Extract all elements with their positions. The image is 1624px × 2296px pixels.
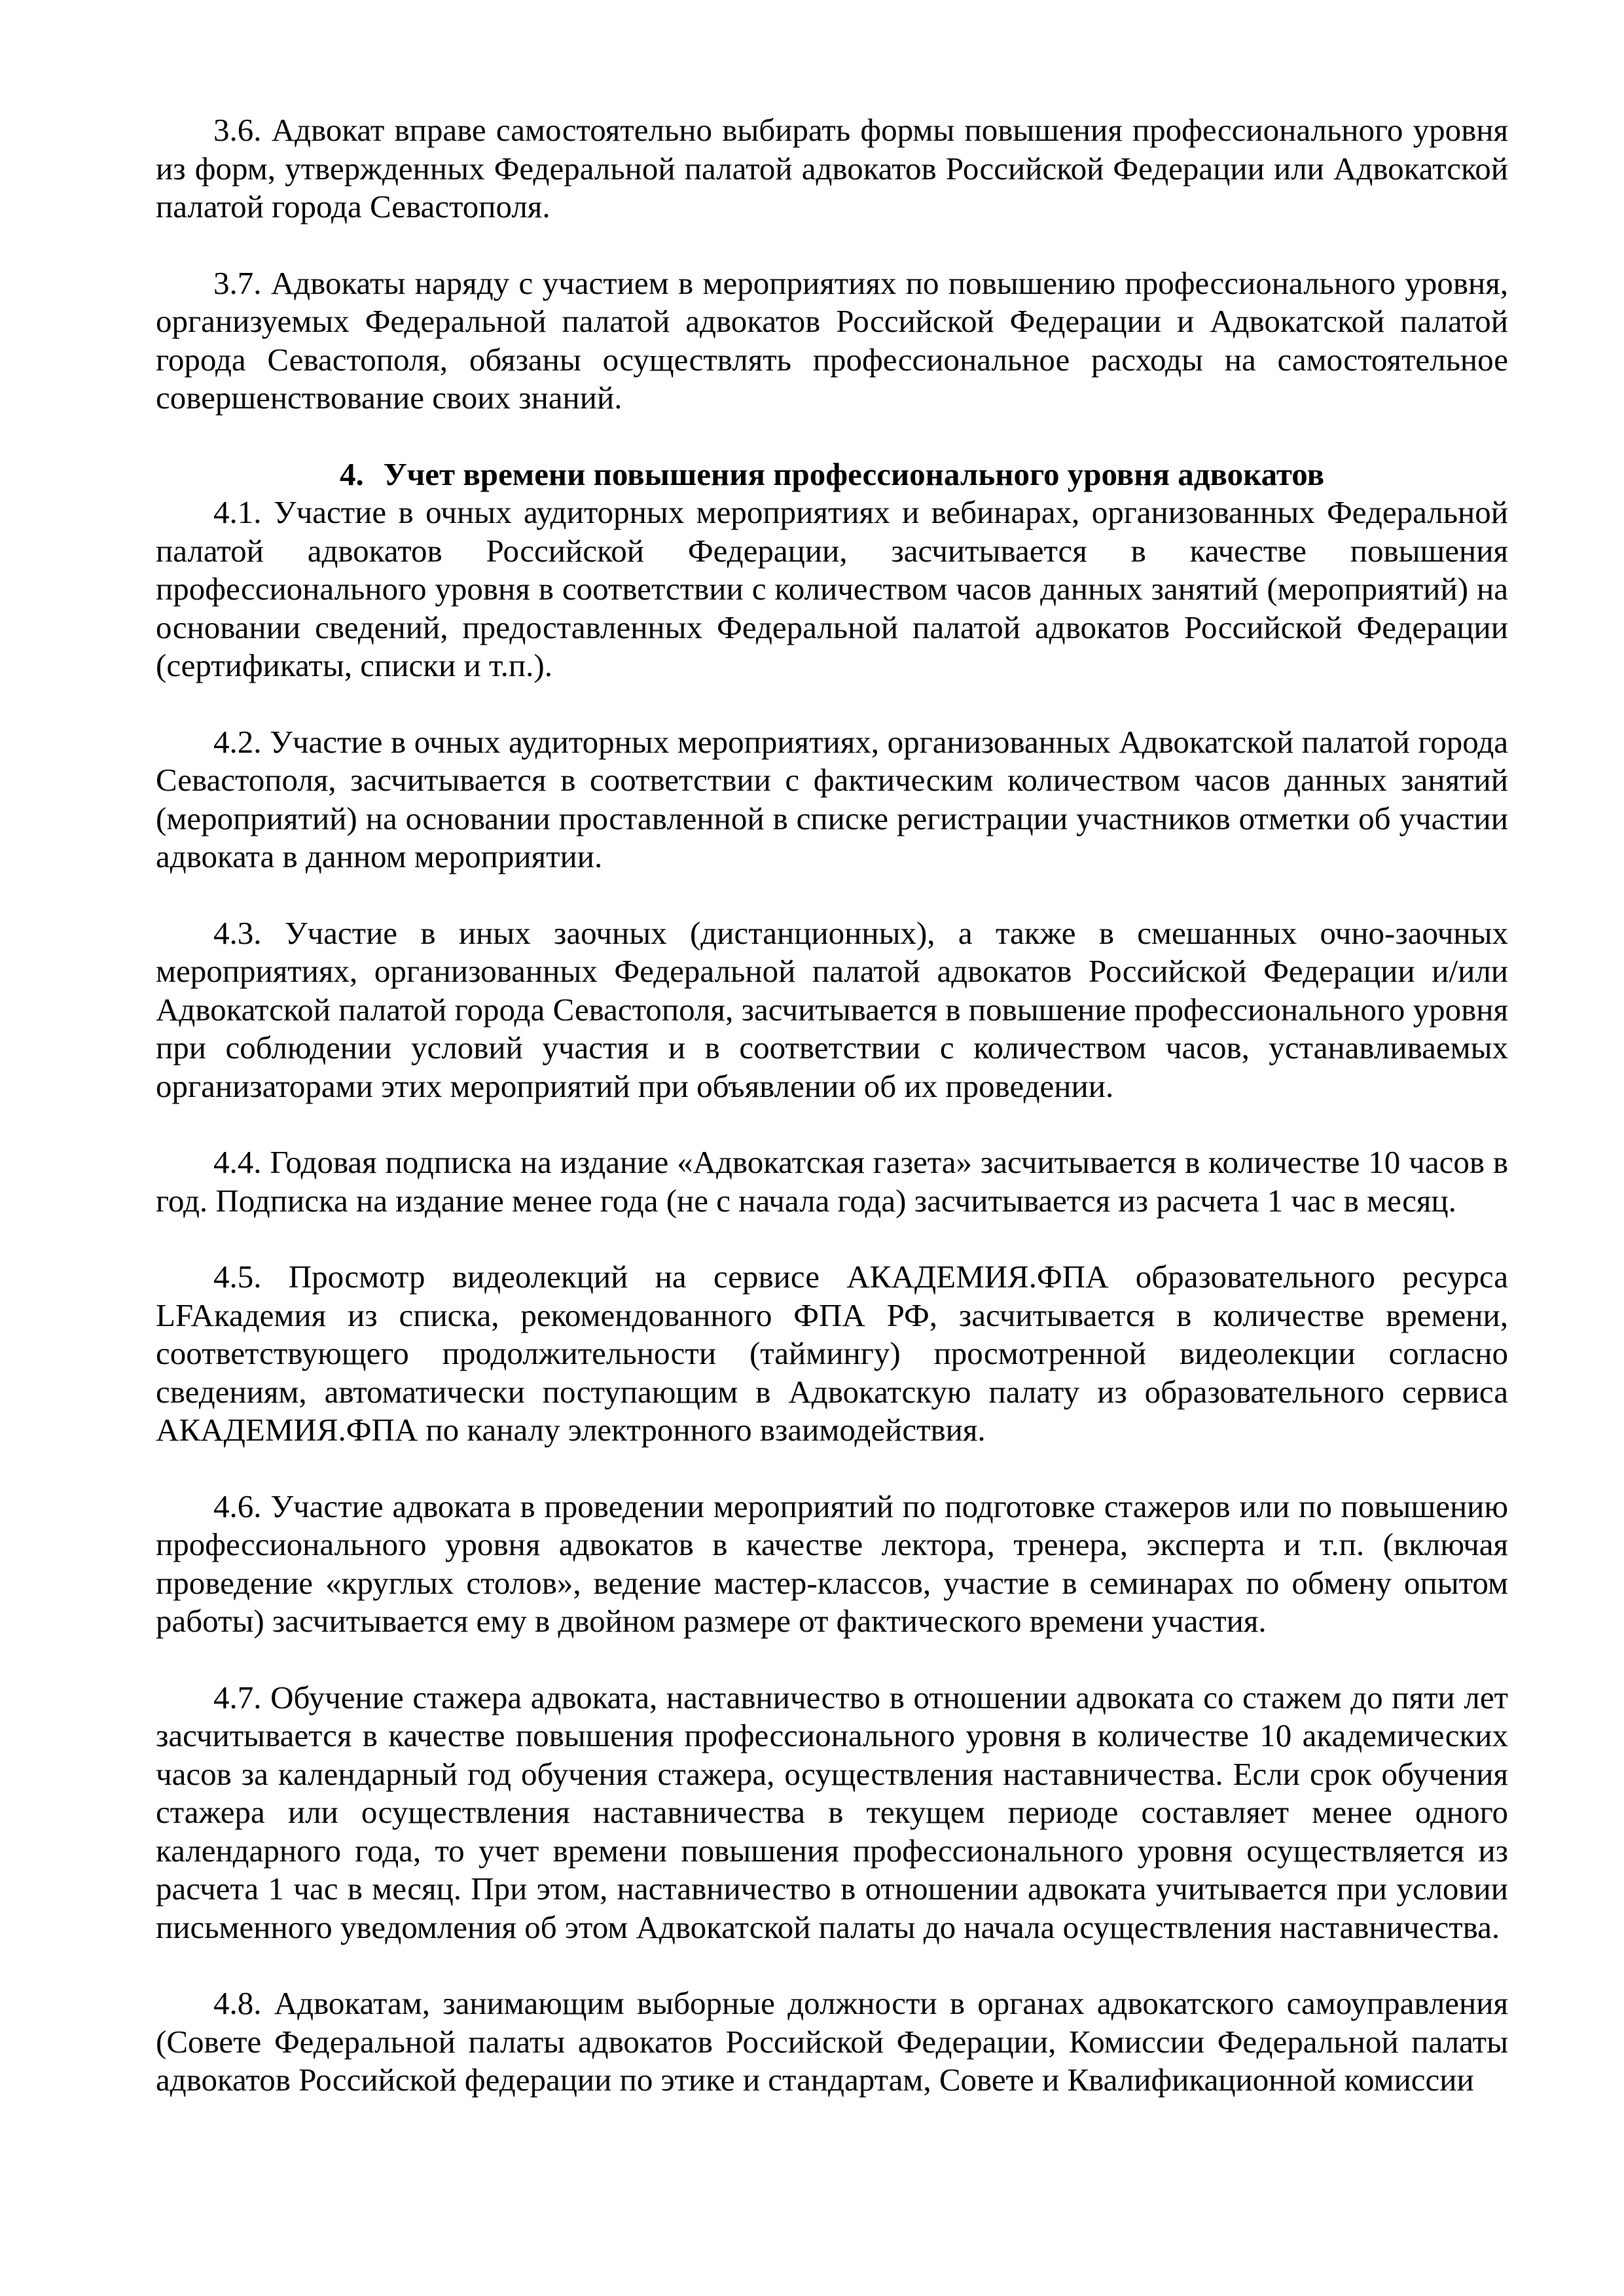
paragraph-number: 3.6. (213, 112, 262, 148)
paragraph-text: Адвокаты наряду с участием в мероприятиях по повышению профессионального уровня, организуемых Федеральной палатой адвокатов Российской Федерации и Адвокатской палатой города Севастополя, обязаны осуществлять профессиональное расходы на самостоятельное совершенствование своих знаний. (156, 264, 1508, 416)
paragraph-4-3 (156, 914, 1508, 1106)
paragraph-4-4 (156, 1143, 1508, 1220)
paragraph-number: 4.5. (213, 1259, 262, 1295)
document-page (156, 111, 1508, 2100)
paragraph-number: 4.6. (213, 1488, 262, 1524)
paragraph-4-2 (156, 723, 1508, 876)
paragraph-number: 4.8. (213, 1985, 262, 2021)
paragraph-number: 3.7. (213, 264, 262, 301)
paragraph-text: Участие в очных аудиторных мероприятиях и вебинарах, организованных Федеральной палатой адвокатов Российской Федерации, засчитывается в качестве повышения профессионального уровня в соответствии с количеством часов данных занятий (мероприятий) на основании сведений, предоставленных Федеральной палатой адвокатов Российской Федерации (сертификаты, списки и т.п.). (156, 494, 1508, 683)
paragraph-text: Годовая подписка на издание «Адвокатская газета» засчитывается в количестве 10 часов в год. Подписка на издание менее года (не с начала года) засчитывается из расчета 1 час в месяц. (156, 1144, 1509, 1219)
section-title (156, 456, 1508, 494)
paragraph-4-1 (156, 493, 1508, 685)
paragraph-number: 4.1. (213, 494, 262, 530)
paragraph-3-7 (156, 264, 1508, 418)
paragraph-text: Адвокатам, занимающим выборные должности в органах адвокатского самоуправления (Совете Федеральной палаты адвокатов Российской Федерации, Комиссии Федеральной палаты адвокатов Российской федерации по этике и стандартам, Совете и Квалификационной комиссии (156, 1985, 1509, 2098)
paragraph-text: Адвокат вправе самостоятельно выбирать формы повышения профессионального уровня из форм, утвержденных Федеральной палатой адвокатов Российской Федерации или Адвокатской палатой города Севастополя. (156, 112, 1508, 224)
section-number: 4. (339, 456, 364, 492)
paragraph-text: Просмотр видеолекций на сервисе АКАДЕМИЯ.ФПА образовательного ресурса LFAкадемия из списка, рекомендованного ФПА РФ, засчитывается в количестве времени, соответствующего продолжительности (таймингу) просмотренной видеолекции согласно сведениям, автоматически поступающим в Адвокатскую палату из образовательного сервиса АКАДЕМИЯ.ФПА по каналу электронного взаимодействия. (156, 1259, 1508, 1448)
paragraph-4-7 (156, 1679, 1508, 1947)
paragraph-4-5 (156, 1258, 1508, 1450)
paragraph-text: Участие в очных аудиторных мероприятиях, организованных Адвокатской палатой города Севастополя, засчитывается в соответствии с фактическим количеством часов данных занятий (мероприятий) на основании проставленной в списке регистрации участников отметки об участии адвоката в данном мероприятии. (156, 723, 1509, 874)
paragraph-number: 4.2. (213, 723, 262, 760)
paragraph-4-8 (156, 1984, 1508, 2100)
paragraph-text: Обучение стажера адвоката, наставничество в отношении адвоката со стажем до пяти лет засчитывается в качестве повышения профессионального уровня в количестве 10 академических часов за календарный год обучения стажера, осуществления наставничества. Если срок обучения стажера или осуществления наставничества в текущем периоде составляет менее одного календарного года, то учет времени повышения профессионального уровня осуществляется из расчета 1 час в месяц. При этом, наставничество в отношении адвоката учитывается при условии письменного уведомления об этом Адвокатской палаты до начала осуществления наставничества. (156, 1679, 1508, 1945)
paragraph-text: Участие адвоката в проведении мероприятий по подготовке стажеров или по повышению профессионального уровня адвокатов в качестве лектора, тренера, эксперта и т.п. (включая проведение «круглых столов», ведение мастер-классов, участие в семинарах по обмену опытом работы) засчитывается ему в двойном размере от фактического времени участия. (156, 1488, 1508, 1639)
section-title-text: Учет времени повышения профессионального уровня адвокатов (383, 456, 1325, 492)
paragraph-4-6 (156, 1488, 1508, 1641)
paragraph-3-6 (156, 111, 1508, 226)
paragraph-number: 4.7. (213, 1679, 262, 1715)
paragraph-number: 4.4. (213, 1144, 262, 1180)
paragraph-number: 4.3. (213, 914, 262, 951)
paragraph-text: Участие в иных заочных (дистанционных), а также в смешанных очно-заочных мероприятиях, организованных Федеральной палатой адвокатов Российской Федерации и/или Адвокатской палатой города Севастополя, засчитывается в повышение профессионального уровня при соблюдении условий участия и в соответствии с количеством часов, устанавливаемых организаторами этих мероприятий при объявлении об их проведении. (156, 914, 1508, 1104)
